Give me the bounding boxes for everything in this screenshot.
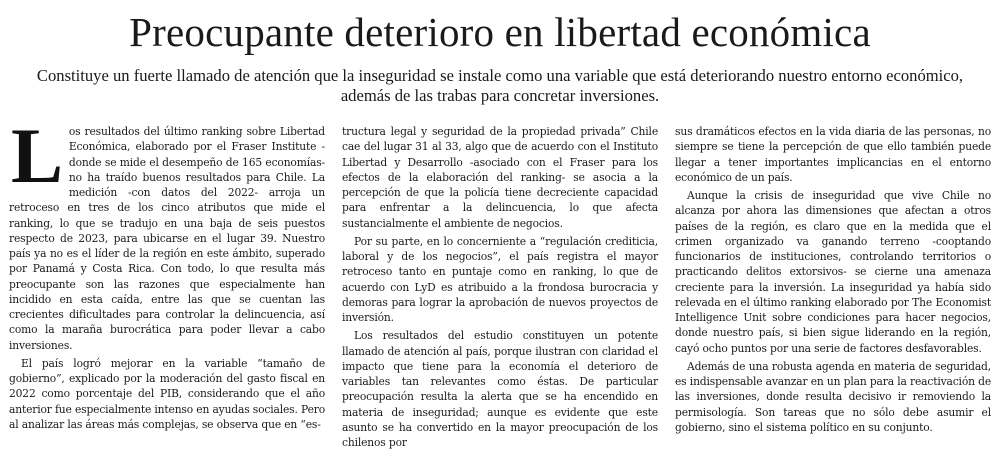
drop-cap: L [11, 112, 63, 199]
deck-subtitle: Constituye un fuerte llamado de atención que la inseguridad se instale como una variable que está deteriorando nuestro entorno económico, además de las trabas para concretar inversiones. [36, 66, 964, 105]
column-2 [342, 124, 658, 449]
paragraph: tructura legal y seguridad de la propiedad privada” Chile cae del lugar 31 al 33, algo que de acuerdo con el Instituto Libertad y Desarrollo -asociado con el Fraser para los efectos de la elaboración del ranking- se asocia a la percepción de que la policía tiene decreciente capacidad para enfrentar a la delincuencia, lo que afecta sustancialmente el ambiente de negocios. [342, 125, 658, 230]
paragraph: Los resultados del estudio constituyen un potente llamado de atención al país, porque ilustran con claridad el impacto que tiene para la economía el deterioro de variables tan relevantes como éstas. De particular preocupación resulta la alerta que se ha encendido en materia de inseguridad; aunque es evidente que este asunto se ha convertido en la mayor preocupación de los chilenos por [342, 329, 658, 449]
paragraph-text: os resultados del último ranking sobre Libertad Económica, elaborado por el Fraser Institute -donde se mide el desempeño de 165 economías- no ha traído buenos resultados para Chile. La medición -con datos del 2022- arroja un retroceso en tres de los cinco atributos que mide el ranking, lo que se tradujo en una baja de seis puestos respecto de 2023, para ubicarse en el lugar 39. Nuestro país ya no es el líder de la región en este ámbito, superado por Panamá y Costa Rica. Con todo, lo que resulta más preocupante son las razones que especialmente han incidido en esta caída, entre las que se cuentan las crecientes dificultades para controlar la delincuencia, así como la maraña burocrática para poder llevar a cabo inversiones. [9, 125, 325, 352]
column-3 [675, 124, 991, 434]
article-body [9, 112, 992, 449]
paragraph: sus dramáticos efectos en la vida diaria de las personas, no siempre se tiene la percepción de que ello también puede llegar a tener importantes implicancias en el entorno económico de un país. [675, 125, 991, 184]
paragraph: Además de una robusta agenda en materia de seguridad, es indispensable avanzar en un plan para la reactivación de las inversiones, donde resulta decisivo ir removiendo la permisología. Son tareas que no sólo debe asumir el gobierno, sino el sistema político en su conjunto. [675, 359, 991, 434]
paragraph [9, 112, 325, 353]
headline: Preocupante deterioro en libertad económica [129, 9, 871, 55]
paragraph: El país logró mejorar en la variable “tamaño de gobierno”, explicado por la moderación del gasto fiscal en 2022 como porcentaje del PIB, considerando que el año anterior fue especialmente intenso en ayudas sociales. Pero al analizar las áreas más complejas, se observa que en “es- [9, 356, 325, 431]
paragraph: Aunque la crisis de inseguridad que vive Chile no alcanza por ahora las dimensiones que afectan a otros países de la región, es claro que en la medida que el crimen organizado va ganando terreno -cooptando funcionarios de instituciones, controlando territorios o practicando delitos extorsivos- se cierne una amenaza creciente para la inversión. La inseguridad ya había sido relevada en el último ranking elaborado por The Economist Intelligence Unit sobre condiciones para hacer negocios, donde nuestro país, si bien sigue liderando en la región, cayó ocho puntos por una serie de factores desfavorables. [675, 189, 991, 355]
paragraph: Por su parte, en lo concerniente a “regulación crediticia, laboral y de los negocios”, el país registra el mayor retroceso tanto en puntaje como en ranking, lo que de acuerdo con LyD es atribuido a la frondosa burocracia y demoras para lograr la aprobación de nuevos proyectos de inversión. [342, 234, 658, 324]
column-1 [9, 112, 325, 434]
